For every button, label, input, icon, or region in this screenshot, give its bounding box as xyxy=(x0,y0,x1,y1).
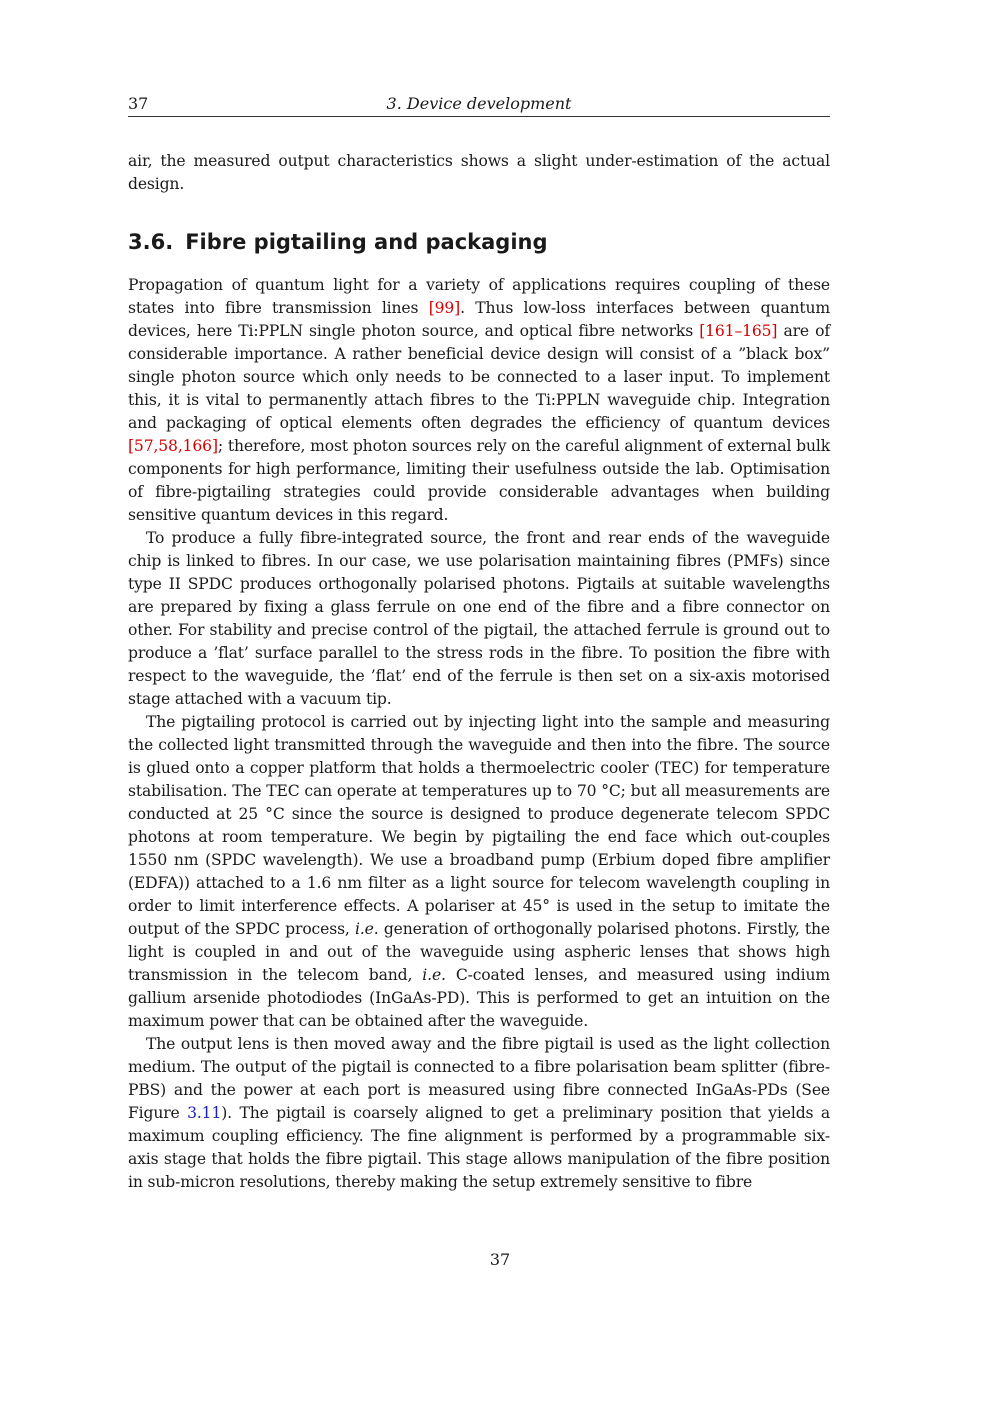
p1-text-2: . Thus low-loss interfaces between quantum devices, here Ti:PPLN single photon source, and optical fibre networks xyxy=(128,299,830,340)
p3-text-3: C-coated lenses, and measured using indium gallium arsenide photodiodes (InGaAs-PD). This is performed to get an intuition on the maximum power that can be obtained after the waveguide. xyxy=(128,966,830,1030)
footer-page-number: 37 xyxy=(489,1250,511,1269)
section-number: 3.6. xyxy=(128,230,174,254)
p1-text-1: Propagation of quantum light for a variety of applications requires coupling of these states into fibre transmission lines xyxy=(128,276,830,317)
running-header xyxy=(128,92,830,117)
page-body xyxy=(128,150,830,1194)
p1-text-3: are of considerable importance. A rather beneficial device design will consist of a ”black box” single photon source which only needs to be connected to a laser input. To implement this, it is vital to permanently attach fibres to the Ti:PPLN waveguide chip. Integration and packaging of optical elements often degrades the efficiency of quantum devices xyxy=(128,322,830,432)
header-chapter-title: 3. Device development xyxy=(386,94,572,113)
p3-ie-2: i.e. xyxy=(422,966,446,984)
p4-text-1: The output lens is then moved away and the fibre pigtail is used as the light collection medium. The output of the pigtail is connected to a fibre polarisation beam splitter (fibre-PBS) and the power at each port is measured using fibre connected InGaAs-PDs (See Figure xyxy=(128,1035,830,1122)
p3-ie-1: i.e. xyxy=(355,920,379,938)
section-title: Fibre pigtailing and packaging xyxy=(185,230,548,254)
paragraph-4 xyxy=(128,1033,830,1194)
citation-link[interactable]: [161–165] xyxy=(699,322,778,340)
paragraph-3 xyxy=(128,711,830,1033)
p4-text-2: ). The pigtail is coarsely aligned to get a preliminary position that yields a maximum coupling efficiency. The fine alignment is performed by a programmable six-axis stage that holds the fibre pigtail. This stage allows manipulation of the fibre position in sub-micron resolutions, thereby making the setup extremely sensitive to fibre xyxy=(128,1104,831,1191)
header-page-number: 37 xyxy=(128,94,149,113)
p3-text-1: The pigtailing protocol is carried out by injecting light into the sample and measuring the collected light transmitted through the waveguide and then into the fibre. The source is glued onto a copper platform that holds a thermoelectric cooler (TEC) for temperature stabilisation. The TEC can operate at temperatures up to 70 °C; but all measurements are conducted at 25 °C since the source is designed to produce degenerate telecom SPDC photons at room temperature. We begin by pigtailing the end face which out-couples 1550 nm (SPDC wavelength). We use a broadband pump (Erbium doped fibre amplifier (EDFA)) attached to a 1.6 nm filter as a light source for telecom wavelength coupling in order to limit interference effects. A polariser at 45° is used in the setup to imitate the output of the SPDC process, xyxy=(128,713,830,938)
citation-link[interactable]: [57,58,166] xyxy=(128,437,218,455)
continuation-paragraph: air, the measured output characteristics shows a slight under-estimation of the actual design. xyxy=(128,152,830,193)
p1-text-4: ; therefore, most photon sources rely on the careful alignment of external bulk components for high performance, limiting their usefulness outside the lab. Optimisation of fibre-pigtailing strategies could provide considerable advantages when building sensitive quantum devices in this regard. xyxy=(128,437,830,524)
citation-link[interactable]: [99] xyxy=(428,299,461,317)
figure-ref-link[interactable]: 3.11 xyxy=(187,1104,222,1122)
paragraph-2: To produce a fully fibre-integrated source, the front and rear ends of the waveguide chip is linked to fibres. In our case, we use polarisation maintaining fibres (PMFs) since type II SPDC produces orthogonally polarised photons. Pigtails at suitable wavelengths are prepared by fixing a glass ferrule on one end of the fibre and a fibre connector on other. For stability and precise control of the pigtail, the attached ferrule is ground out to produce a ’flat’ surface parallel to the stress rods in the fibre. To position the fibre with respect to the waveguide, the ’flat’ end of the ferrule is then set on a six-axis motorised stage attached with a vacuum tip. xyxy=(128,529,830,708)
p3-text-2: generation of orthogonally polarised photons. Firstly, the light is coupled in and out of the waveguide using aspheric lenses that shows high transmission in the telecom band, xyxy=(128,920,830,984)
section-heading xyxy=(128,228,830,256)
paragraph-1 xyxy=(128,274,830,527)
